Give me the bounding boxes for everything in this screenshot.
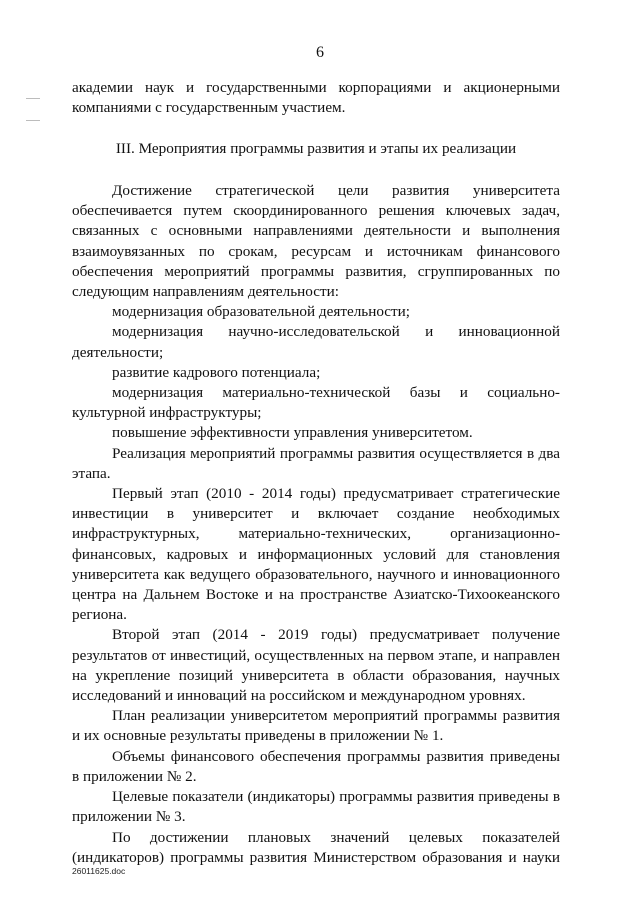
paragraph: План реализации университетом мероприятий программы развития и их основные результаты приведены в приложении № 1. [72,707,560,745]
paragraph: Достижение стратегической цели развития университета обеспечивается путем скоординированного решения ключевых задач, связанных с основными направлениями деятельности и выполнения взаимоувязанных по срокам, ресурсам и источникам финансового обеспечения мероприятий программы развития, сгруппированных по следующим направлениям деятельности: [72,182,560,301]
paragraph: Второй этап (2014 - 2019 годы) предусматривает получение результатов от инвестиций, осуществленных на первом этапе, и направлен на укрепление позиций университета в области образования, научных исследований и инноваций на российском и международном уровнях. [72,626,560,705]
paragraph: Первый этап (2010 - 2014 годы) предусматривает стратегические инвестиции в университет и включает создание необходимых инфраструктурных, материально-технических, организационно-финансовых, кадровых и информационных условий для становления университета как ведущего образовательного, научного и инновационного центра на Дальнем Востоке и на пространстве Азиатско-Тихоокеанского региона. [72,485,560,624]
list-item: развитие кадрового потенциала; [112,363,321,381]
paragraph: По достижении плановых значений целевых показателей (индикаторов) программы развития Министерством образования и науки [72,828,560,866]
paragraph: Объемы финансового обеспечения программы развития приведены в приложении № 2. [72,747,560,785]
section-heading: III. Мероприятия программы развития и этапы их реализации [115,140,517,157]
body-text [72,181,560,868]
paragraph: Целевые показатели (индикаторы) программы развития приведены в приложении № 3. [72,788,560,826]
list-item: модернизация материально-технической базы и социально-культурной инфраструктуры; [72,384,560,422]
intro-paragraph: академии наук и государственными корпорациями и акционерными компаниями с государственным участием. [72,79,560,117]
list-item: модернизация образовательной деятельности; [112,303,411,321]
paragraph: Реализация мероприятий программы развития осуществляется в два этапа. [72,444,560,482]
margin-mark [26,98,40,99]
list-item: модернизация научно-исследовательской и инновационной деятельности; [72,323,560,361]
intro-paragraph-block [72,78,560,118]
page-number: 6 [316,44,324,61]
margin-mark [26,120,40,121]
list-item: повышение эффективности управления университетом. [112,424,473,442]
footer-filename: 26011625.doc [72,866,126,876]
